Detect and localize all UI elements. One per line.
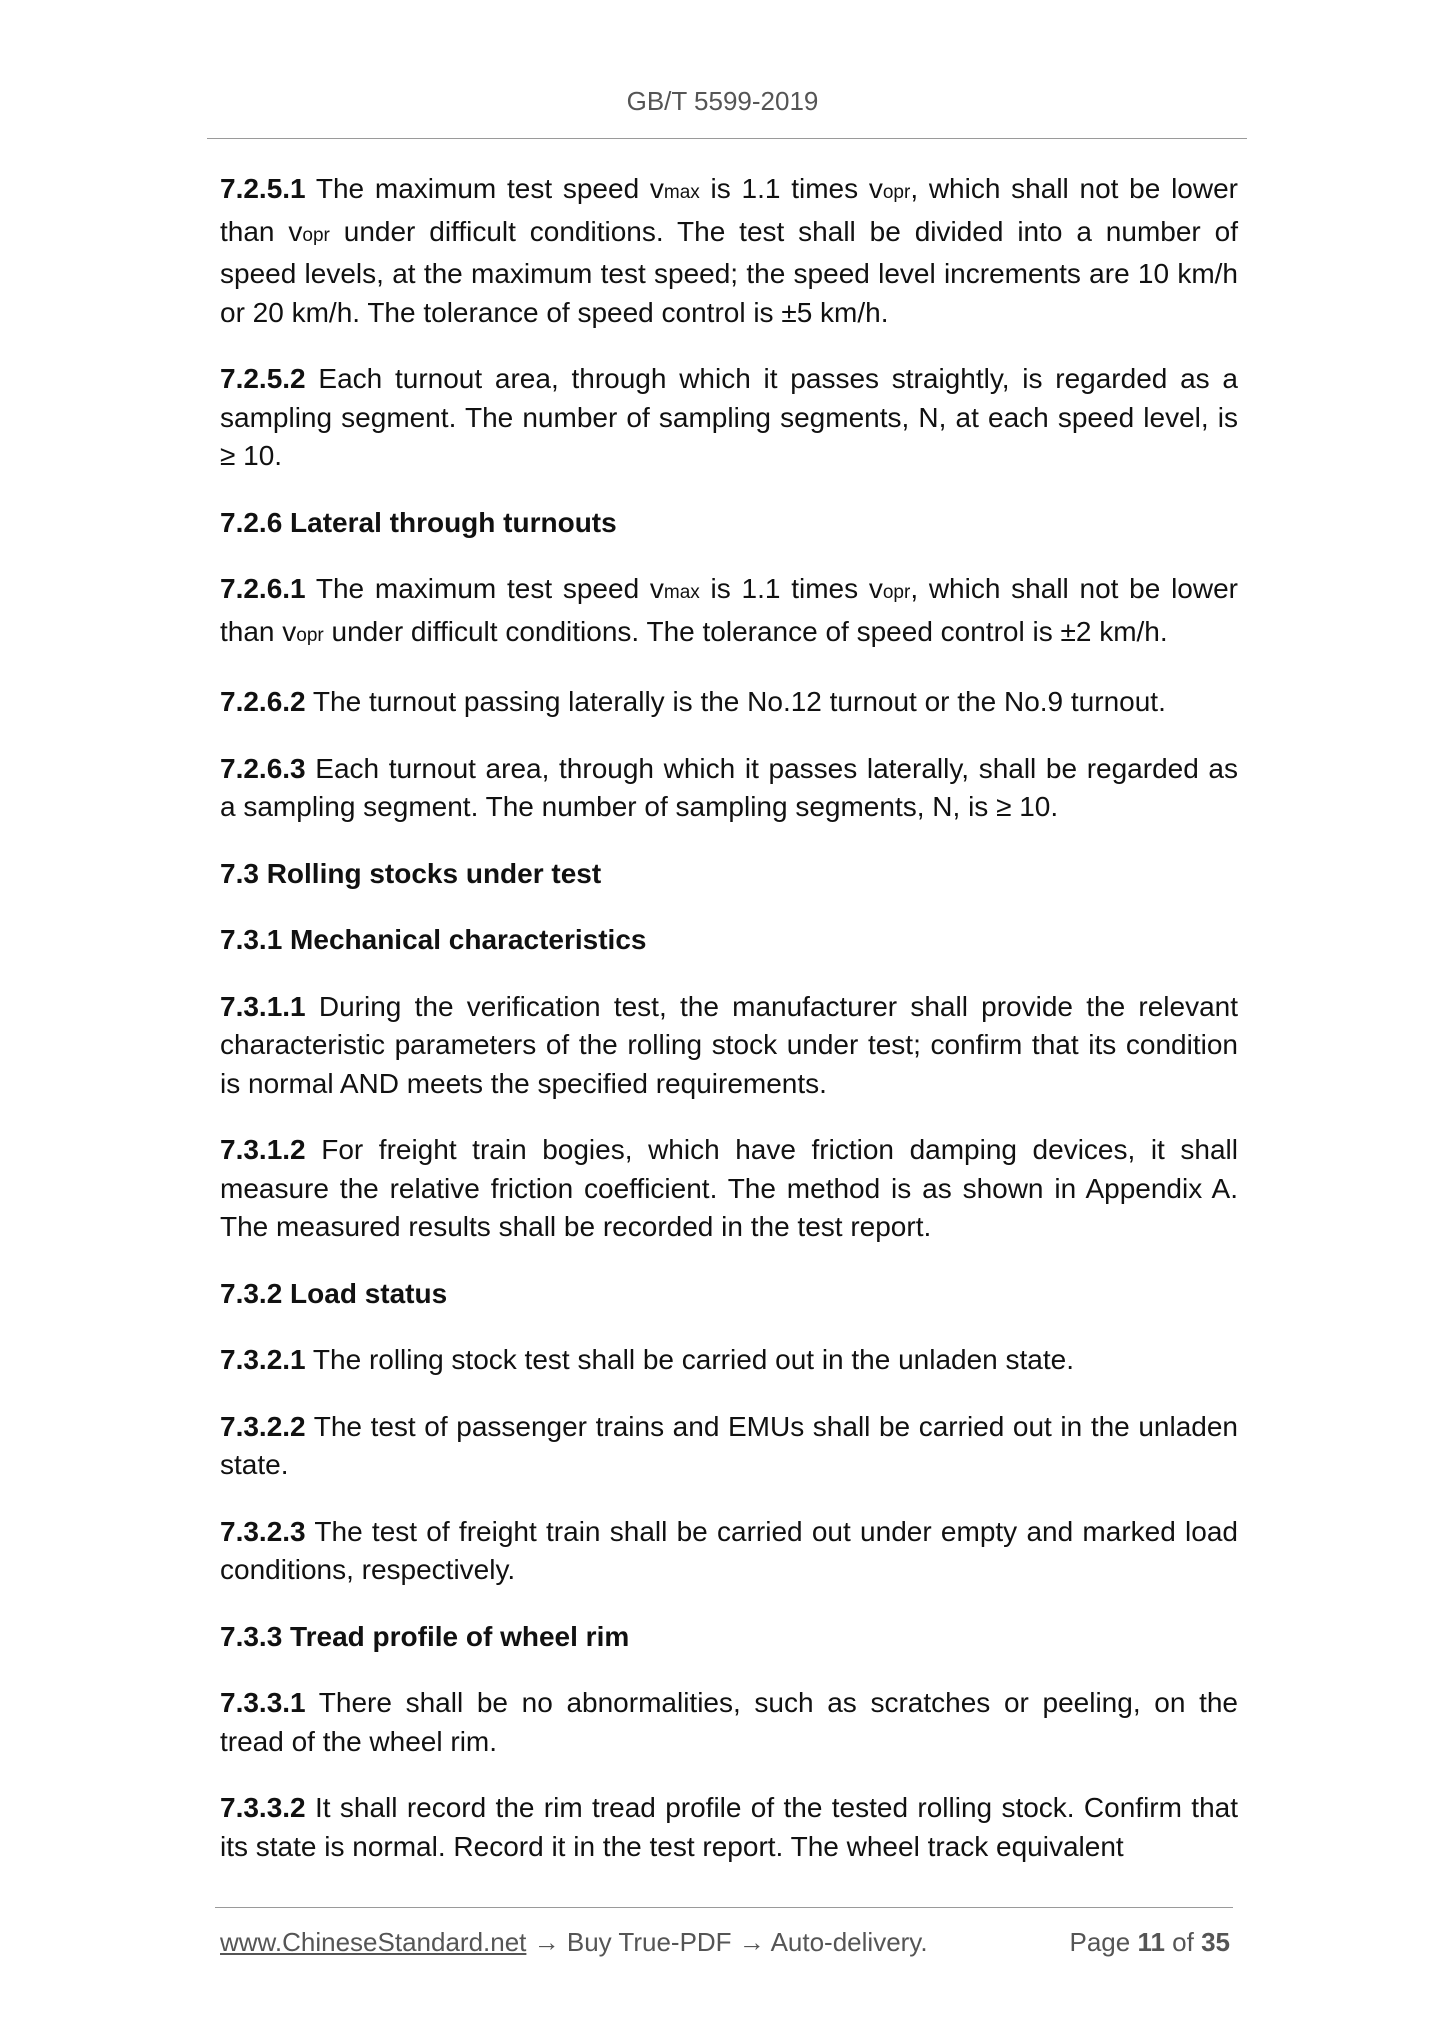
section-heading: 7.3 Rolling stocks under test [220,857,602,889]
clause-7-2-6-3: 7.2.6.3 Each turnout area, through which it passes laterally, shall be regarded as a sampling segment. The number of sampling segments, N, is ≥ 10. [220,752,1238,822]
clause-7-3-3-1: 7.3.3.1 There shall be no abnormalities, such as scratches or peeling, on the tread of the wheel rim. [220,1687,1238,1757]
clause-number: 7.3.3.1 [220,1687,306,1718]
clause-number: 7.2.5.1 [220,173,306,204]
clause-7-3-3-2: 7.3.3.2 It shall record the rim tread profile of the tested rolling stock. Confirm that its state is normal. Record it in the test report. The wheel track equivalent [220,1792,1238,1862]
footer-divider [215,1907,1233,1908]
promo-text: → Buy True-PDF → Auto-delivery. [526,1927,928,1957]
clause-number: 7.3.1.1 [220,990,306,1022]
clause-number: 7.3.1.2 [220,1134,306,1165]
document-footer [220,1927,1230,1967]
clause-number: 7.3.2.3 [220,1515,306,1547]
subscript: opr [302,224,330,246]
clause-7-3-2-3: 7.3.2.3 The test of freight train shall be carried out under empty and marked load conditions, respectively. [220,1515,1238,1585]
clause-7-2-5-1: 7.2.5.1 The maximum test speed vmax is 1.1 times vopr, which shall not be lower than vopr under difficult conditions. The test shall be divided into a number of speed levels, at the maximum test speed; the speed level increments are 10 km/h or 20 km/h. The tolerance of speed control is ±5 km/h. [220,173,1238,328]
document-body [220,170,1238,1894]
section-heading: 7.2.6 Lateral through turnouts [220,506,617,538]
clause-number: 7.3.2.2 [220,1410,306,1442]
standard-code: GB/T 5599-2019 [626,86,819,116]
section-heading: 7.3.2 Load status [220,1277,448,1309]
clause-7-3-2-1: 7.3.2.1 The rolling stock test shall be carried out in the unladen state. [220,1344,1075,1375]
subscript: max [663,182,700,203]
header-divider [207,138,1247,139]
clause-number: 7.2.5.2 [220,363,306,394]
total-pages: 35 [1201,1927,1230,1957]
clause-7-3-2-2: 7.3.2.2 The test of passenger trains and EMUs shall be carried out in the unladen state. [220,1410,1238,1480]
footer-promo [220,1927,928,1958]
clause-7-3-1-2: 7.3.1.2 For freight train bogies, which have friction damping devices, it shall measure the relative friction coefficient. The method is as shown in Appendix A. The measured results shall be recorded in the test report. [220,1134,1238,1242]
page-indicator: Page 11 of 35 [1069,1927,1230,1957]
clause-number: 7.2.6.1 [220,573,306,604]
section-heading: 7.3.1 Mechanical characteristics [220,924,647,955]
clause-7-2-6-1: 7.2.6.1 The maximum test speed vmax is 1.1 times vopr, which shall not be lower than vopr under difficult conditions. The tolerance of speed control is ±2 km/h. [220,573,1238,647]
clause-7-2-5-2: 7.2.5.2 Each turnout area, through which it passes straightly, is regarded as a sampling segment. The number of sampling segments, N, at each speed level, is ≥ 10. [220,363,1238,471]
subscript: opr [882,582,911,603]
subscript: opr [882,182,911,203]
clause-number: 7.3.2.1 [220,1344,306,1375]
document-header [0,86,1445,117]
clause-7-3-1-1: 7.3.1.1 During the verification test, the manufacturer shall provide the relevant characteristic parameters of the rolling stock under test; confirm that its condition is normal AND meets the specified requirements. [220,990,1238,1099]
current-page: 11 [1137,1927,1165,1957]
subscript: opr [296,624,324,646]
section-heading: 7.3.3 Tread profile of wheel rim [220,1620,630,1652]
clause-number: 7.2.6.2 [220,686,306,717]
clause-7-2-6-2: 7.2.6.2 The turnout passing laterally is the No.12 turnout or the No.9 turnout. [220,686,1166,717]
website-link[interactable]: www.ChineseStandard.net [220,1927,527,1957]
subscript: max [663,582,700,603]
clause-number: 7.2.6.3 [220,752,306,784]
clause-number: 7.3.3.2 [220,1792,306,1823]
